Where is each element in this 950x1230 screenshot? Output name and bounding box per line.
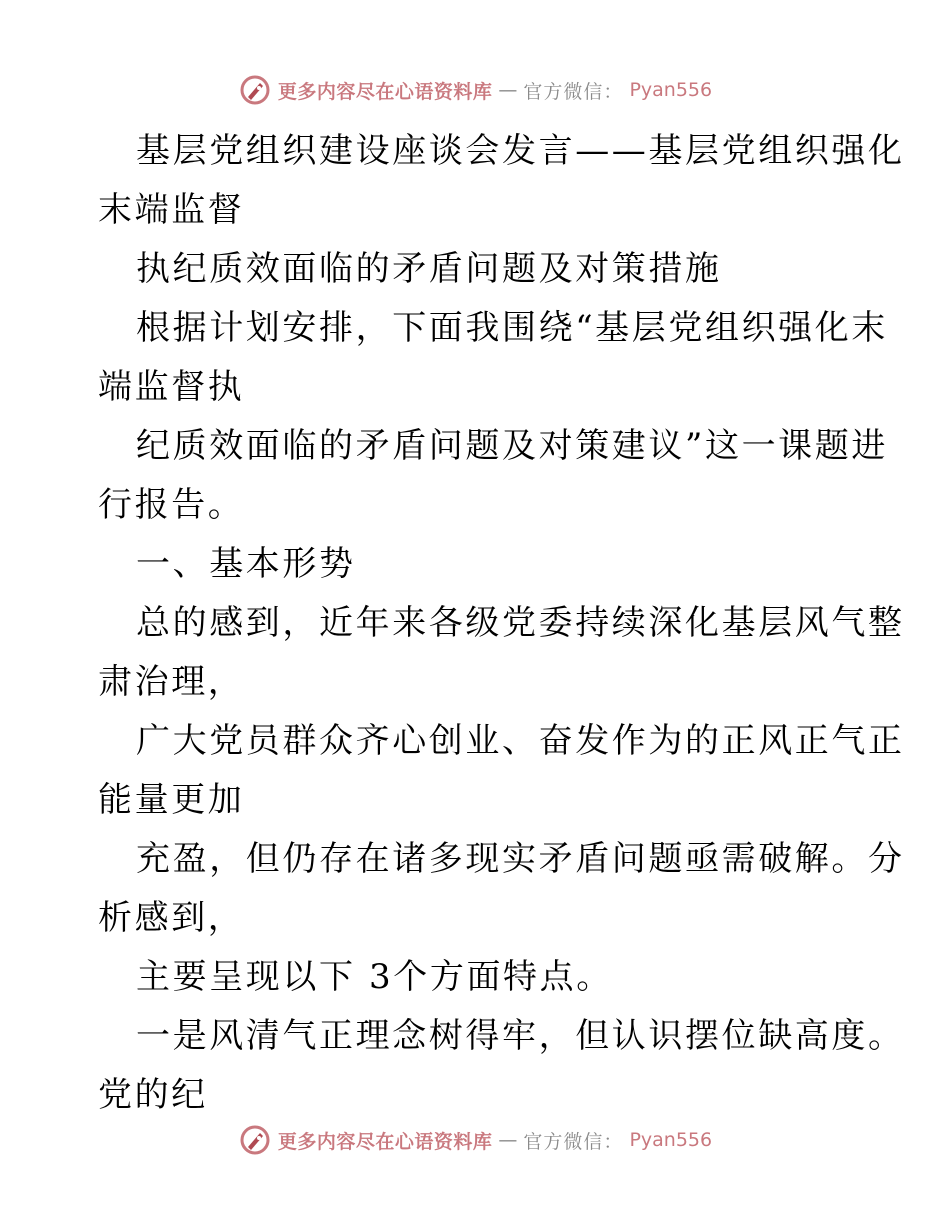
text-line: 肃治理， [98, 662, 245, 702]
text-line: 根据计划安排，下面我围绕“基层党组织强化末 [136, 308, 888, 348]
text-line: 纪质效面临的矛盾问题及对策建议”这一课题进 [136, 426, 888, 466]
text-line: 端监督执 [98, 367, 245, 407]
text-line: 末端监督 [98, 190, 245, 230]
text-line: 行报告。 [98, 485, 245, 525]
text-line: 主要呈现以下 3个方面特点。 [136, 957, 613, 997]
text-line: 能量更加 [98, 780, 245, 820]
text-line: 总的感到，近年来各级党委持续深化基层风气整 [136, 603, 905, 643]
text-line: 党的纪 [98, 1075, 208, 1115]
watermark-main-text: 更多内容尽在心语资料库 [277, 1130, 493, 1153]
text-line: 析感到， [98, 898, 245, 938]
text-line: 执纪质效面临的矛盾问题及对策措施 [136, 249, 722, 289]
text-line: 广大党员群众齐心创业、奋发作为的正风正气正 [136, 721, 905, 761]
watermark-dash: — [498, 79, 518, 101]
text-line: 充盈，但仍存在诸多现实矛盾问题亟需破解。分 [136, 839, 905, 879]
watermark-main-text: 更多内容尽在心语资料库 [277, 80, 493, 103]
watermark-wechat-id: Pyan556 [629, 1129, 713, 1151]
pen-nib-logo-icon [238, 73, 272, 107]
watermark-sub-text: 官方微信： [523, 1130, 624, 1153]
watermark-wechat-id: Pyan556 [629, 79, 713, 101]
text-line: 基层党组织建设座谈会发言——基层党组织强化 [136, 131, 905, 171]
watermark-dash: — [498, 1129, 518, 1151]
watermark-header [0, 70, 950, 110]
watermark-sub-text: 官方微信： [523, 80, 624, 103]
watermark-footer [0, 1120, 950, 1160]
pen-nib-logo-icon [238, 1123, 272, 1157]
document-body [98, 122, 905, 1125]
text-line: 一是风清气正理念树得牢，但认识摆位缺高度。 [136, 1016, 905, 1056]
section-heading: 一、基本形势 [136, 544, 356, 584]
